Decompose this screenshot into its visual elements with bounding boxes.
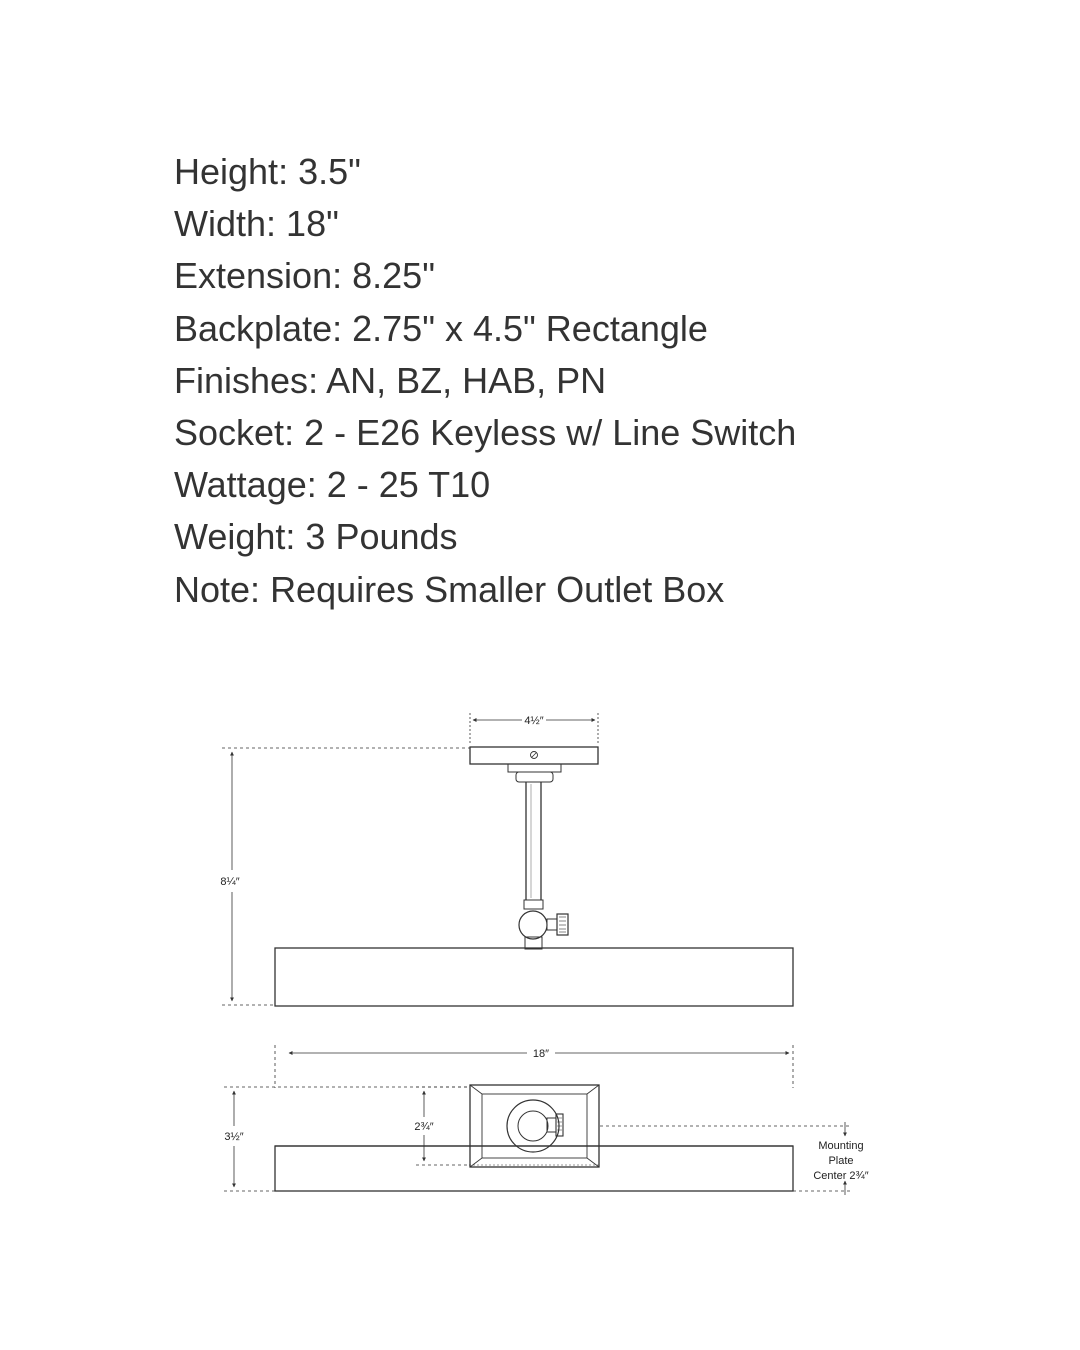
spec-label: Socket <box>174 412 285 454</box>
mounting-plate-label-line2: Plate <box>828 1155 854 1167</box>
backplate-front <box>470 1085 599 1167</box>
spec-wattage: Wattage: 2 - 25 T10 <box>174 464 491 506</box>
spec-value: AN, BZ, HAB, PN <box>326 359 607 401</box>
spec-label: Height <box>174 151 279 192</box>
backplate-width-label: 4½″ <box>524 715 544 727</box>
spec-value: 18" <box>286 203 339 245</box>
spec-label: Wattage <box>174 464 307 506</box>
front-view <box>224 1045 852 1195</box>
switch-stem <box>547 919 557 930</box>
spec-value: 8.25" <box>352 255 435 297</box>
spec-value: 2 - E26 Keyless w/ Line Switch <box>304 412 797 454</box>
spec-socket: Socket: 2 - E26 Keyless w/ Line Switch <box>174 412 797 454</box>
extension-label: 8¼″ <box>220 876 240 888</box>
height-label: 3½″ <box>224 1131 244 1143</box>
spec-width: Width: 18" <box>174 203 339 245</box>
spec-note: Note: Requires Smaller Outlet Box <box>174 568 725 610</box>
spec-value: 3.5" <box>298 151 361 192</box>
spec-label: Weight <box>174 516 286 558</box>
spec-height: Height: 3.5" <box>174 151 361 192</box>
spec-label: Note <box>174 568 251 610</box>
spec-value: 2 - 25 T10 <box>326 464 491 506</box>
spec-value: 2.75" x 4.5" Rectangle <box>352 307 708 349</box>
shade-front <box>275 1146 793 1191</box>
knuckle-front-outer <box>507 1100 559 1152</box>
spec-weight: Weight: 3 Pounds <box>174 516 458 558</box>
collar-lower <box>516 772 553 782</box>
arm-coupler <box>524 900 543 909</box>
spec-value: Requires Smaller Outlet Box <box>270 568 725 610</box>
mounting-plate-label-line3: Center 2¾″ <box>813 1170 869 1182</box>
spec-backplate: Backplate: 2.75" x 4.5" Rectangle <box>174 307 708 349</box>
shade-side <box>275 948 793 1006</box>
spec-label: Finishes <box>174 359 309 401</box>
width-label: 18″ <box>532 1048 550 1060</box>
spec-value: 3 Pounds <box>305 516 458 558</box>
collar-upper <box>508 764 561 772</box>
knuckle-front-inner <box>518 1111 548 1141</box>
spec-label: Extension <box>174 255 333 297</box>
spec-label: Width <box>174 203 267 245</box>
spec-extension: Extension: 8.25" <box>174 255 435 297</box>
side-view <box>222 713 793 1006</box>
backplate-bevel <box>482 1094 587 1158</box>
spec-label: Backplate <box>174 307 333 349</box>
knuckle <box>519 911 547 939</box>
mounting-plate-label-line1: Mounting <box>818 1140 864 1152</box>
spec-finishes: Finishes: AN, BZ, HAB, PN <box>174 359 607 401</box>
backplate-height-label: 2¾″ <box>414 1121 434 1133</box>
